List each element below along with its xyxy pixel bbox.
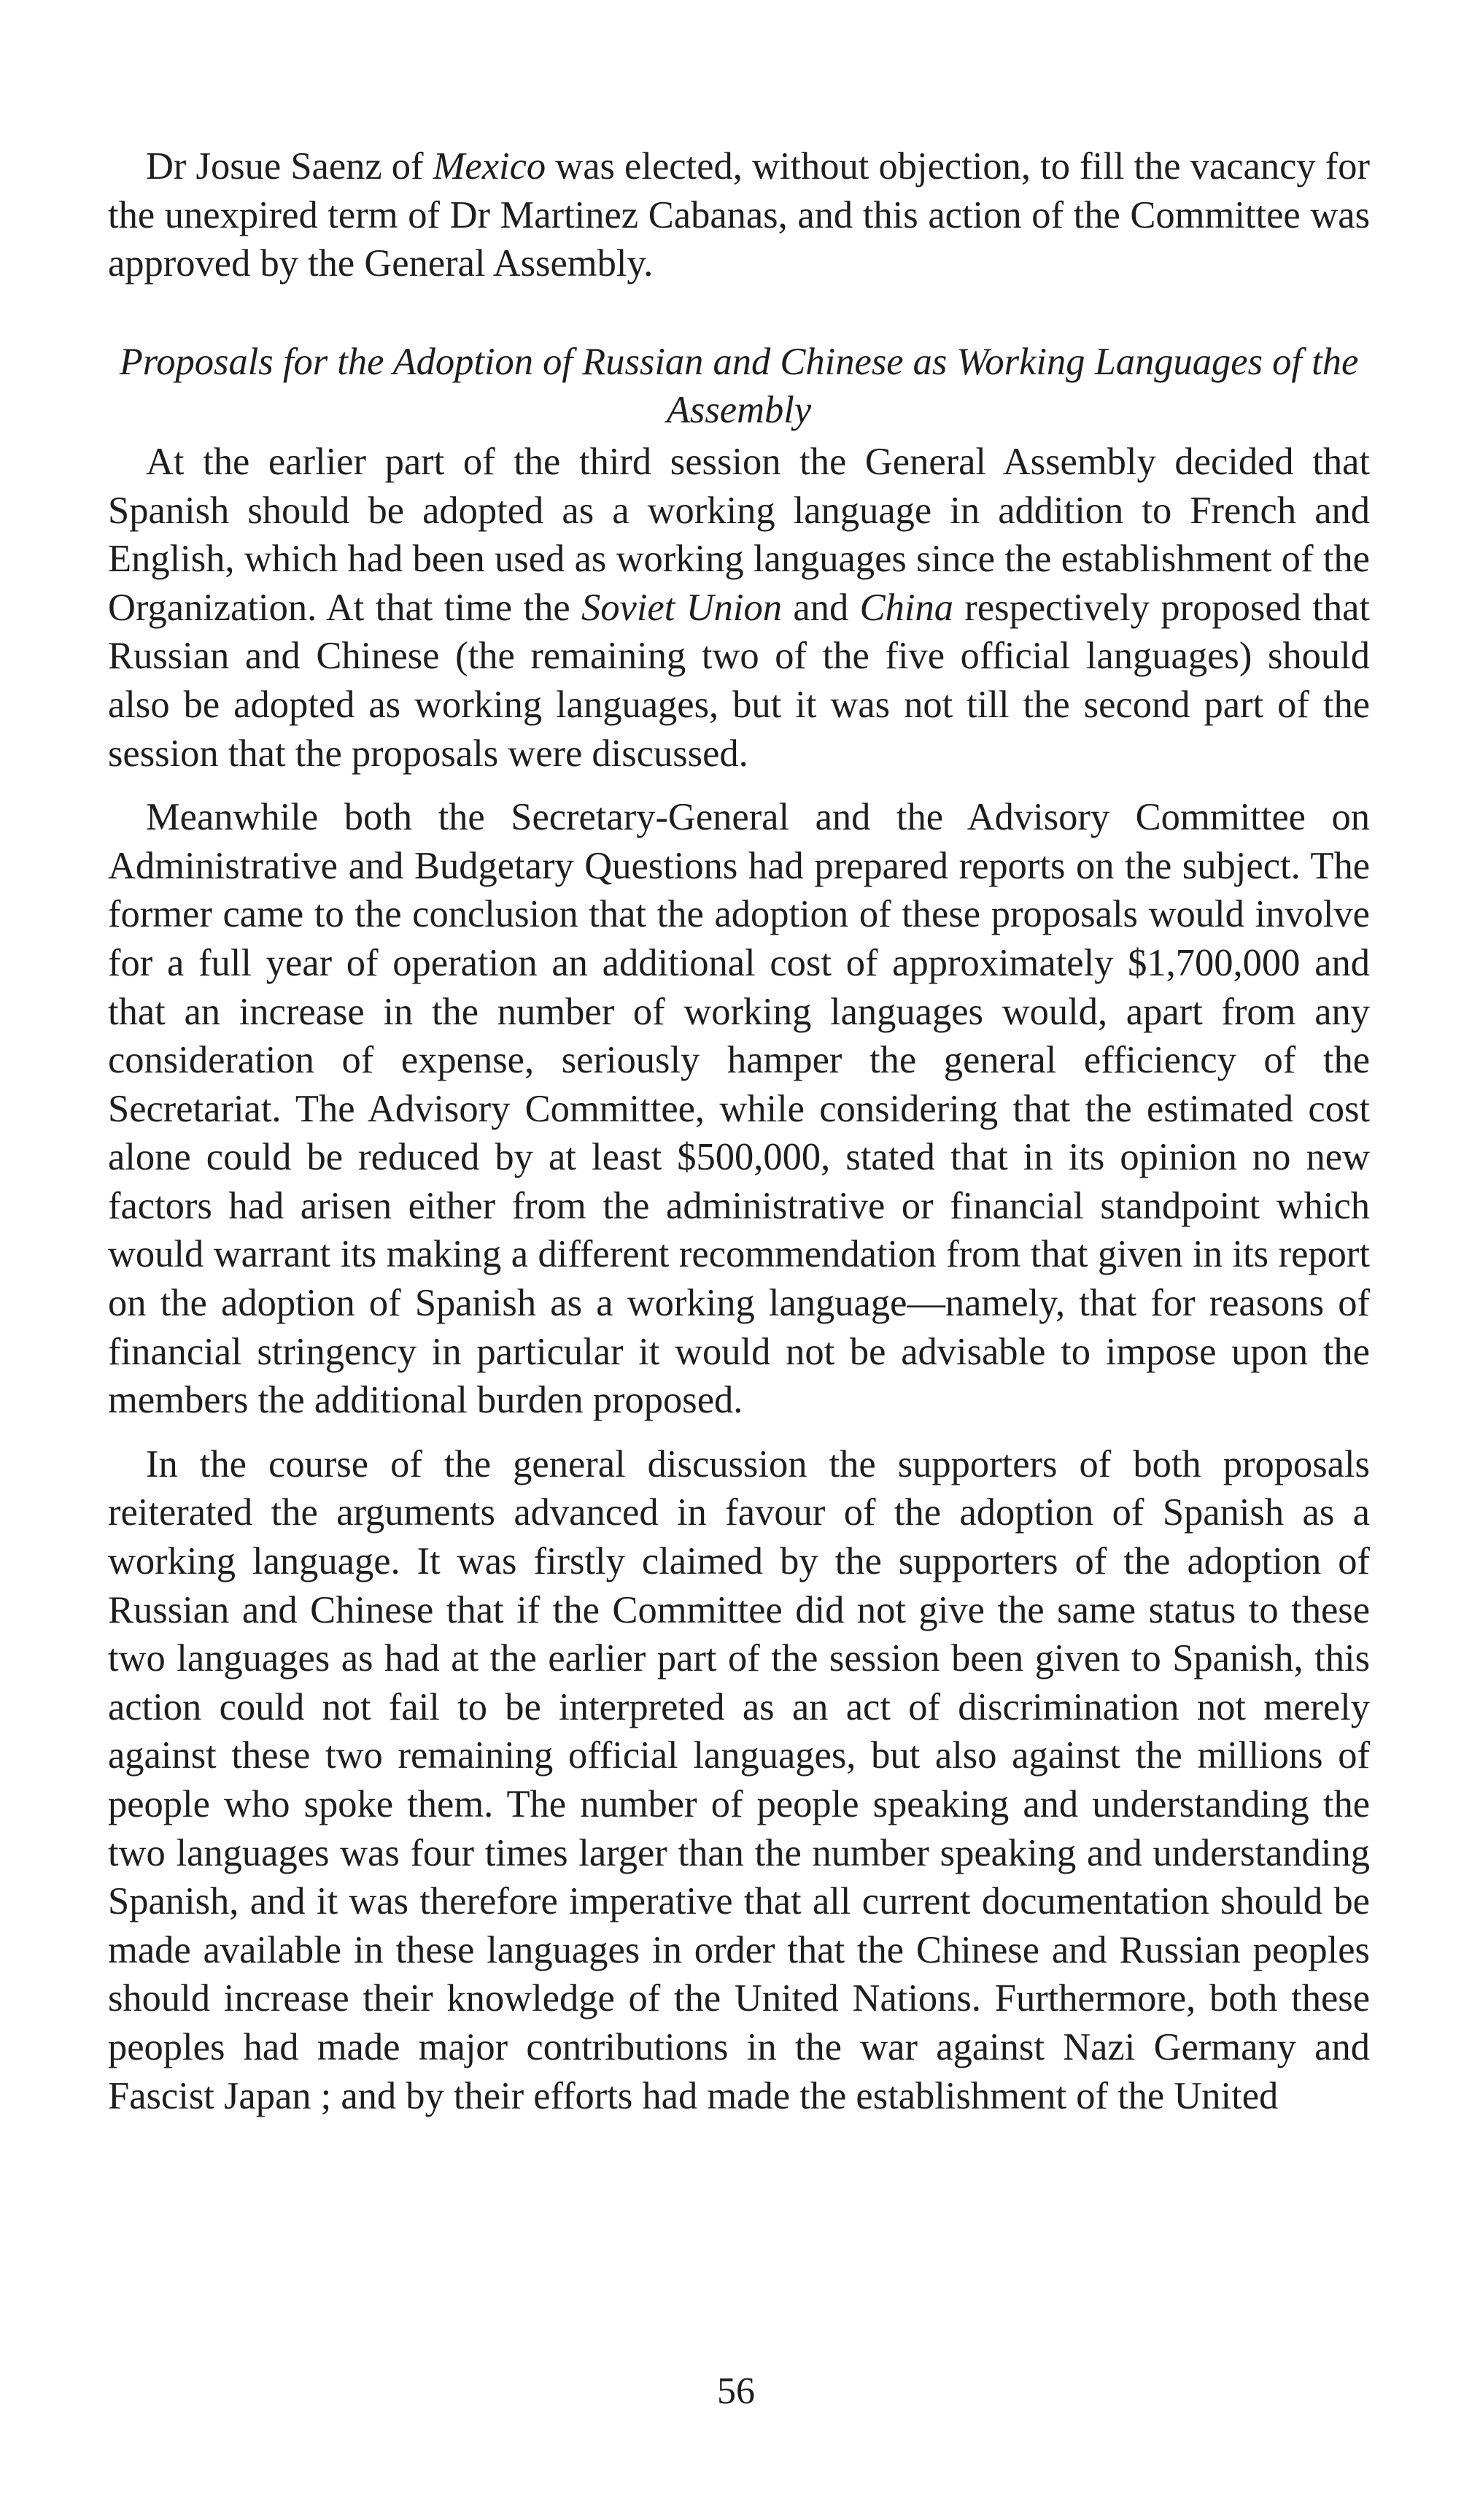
paragraph-election [108, 142, 1370, 288]
paragraph-discussion: In the course of the general discussion the supporters of both proposals reiterated the arguments advanced in favour of the adoption of Spanish as a working language. It was firstly claimed by the supporters of the adoption of Russian and Chinese that if the Committee did not give the same status to these two languages as had at the earlier part of the session been given to Spanish, this action could not fail to be interpreted as an act of discrimination not merely against these two remaining official languages, but also against the millions of people who spoke them. The number of people speaking and understanding the two languages was four times larger than the number speaking and understanding Spanish, and it was therefore imperative that all current documentation should be made available in these languages in order that the Chinese and Russian peoples should increase their knowledge of the United Nations. Furthermore, both these peoples had made major contributions in the war against Nazi Germany and Fascist Japan ; and by their efforts had made the establishment of the United [108, 1442, 1370, 2117]
paragraph-text: At the earlier part of the third session the General Assembly decided that Spanish should be adopted as a working language in addition to French and English, which had been used as working languages since the establishment of the Organization. At that time the [108, 440, 1370, 629]
paragraph-text: respectively proposed that Russian and Chinese (the remaining two of the five official languages) should also be adopted as working languages, but it was not till the second part of the session that the proposals were discussed. [108, 586, 1371, 775]
paragraph-background [108, 438, 1370, 778]
page-number: 56 [717, 2370, 755, 2412]
document-page [108, 142, 1370, 2120]
country-name: Mexico [433, 145, 546, 188]
country-name: Soviet Union [581, 586, 782, 629]
paragraph-text: and [781, 586, 860, 629]
country-name: China [859, 586, 953, 629]
section-heading: Proposals for the Adoption of Russian and Chinese as Working Languages of the Assembly [119, 340, 1359, 432]
paragraph-text: Dr Josue Saenz of [146, 145, 433, 188]
paragraph-text: was elected, without objection, to fill the vacancy for the unexpired term of Dr Martinez Cabanas, and this action of the Committee was approved by the General Assembly. [108, 145, 1371, 285]
paragraph-reports: Meanwhile both the Secretary-General and the Advisory Committee on Administrative and Budgetary Questions had prepared reports on the subject. The former came to the conclusion that the adoption of these proposals would involve for a full year of operation an additional cost of approximately $1,700,000 and that an increase in the number of working languages would, apart from any consideration of expense, seriously hamper the general efficiency of the Secretariat. The Advisory Committee, while considering that the estimated cost alone could be reduced by at least $500,000, stated that in its opinion no new factors had arisen either from the administrative or financial standpoint which would warrant its making a different recommendation from that given in its report on the adoption of Spanish as a working language—namely, that for reasons of financial stringency in particular it would not be advisable to impose upon the members the additional burden proposed. [108, 796, 1370, 1422]
